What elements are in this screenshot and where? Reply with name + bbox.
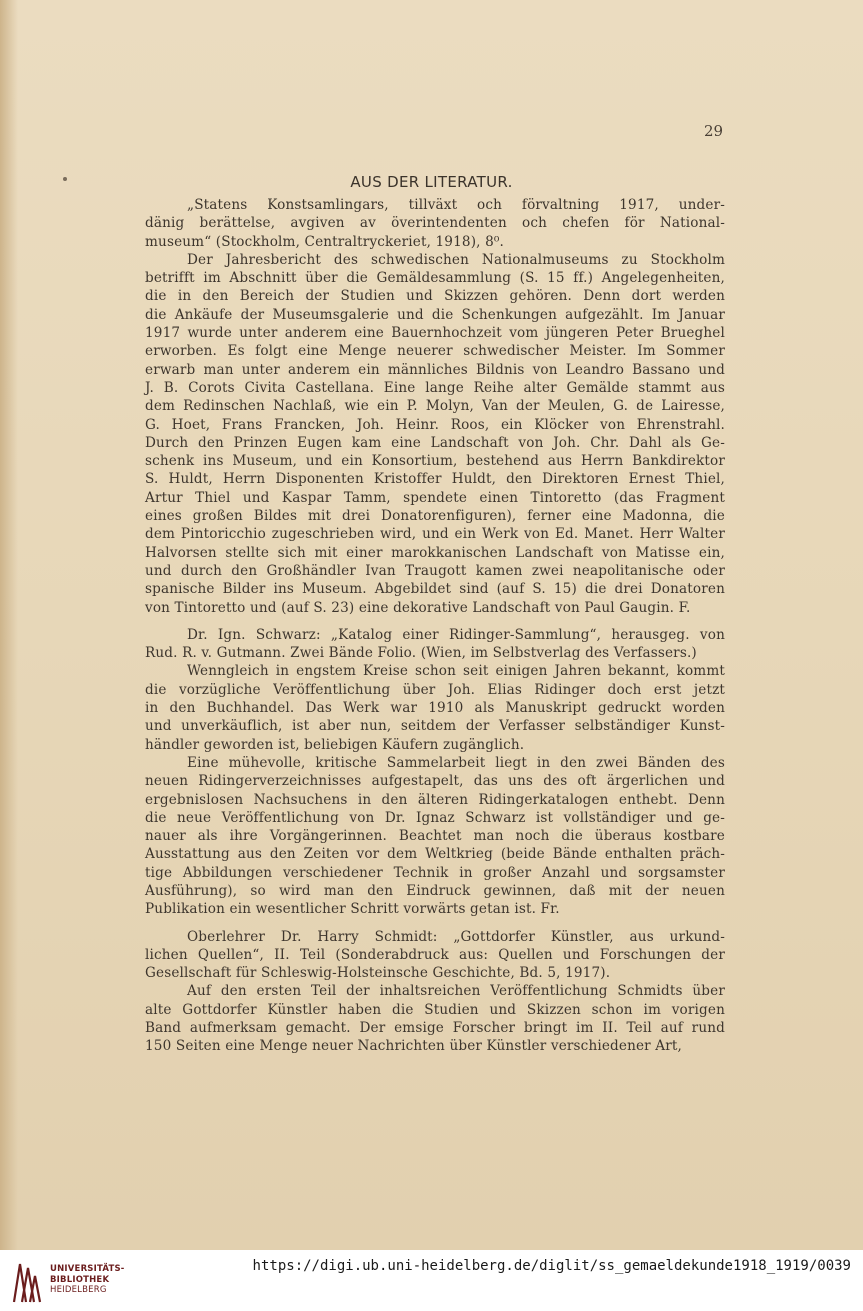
- text-line: Halvorsen stellte sich mit einer marokkanischen Landschaft von Matisse ein,: [145, 544, 725, 561]
- text-line: die Ankäufe der Museumsgalerie und die Schenkungen aufgezählt. Im Januar: [145, 306, 725, 323]
- text-line: Der Jahresbericht des schwedischen Nationalmuseums zu Stockholm: [187, 251, 725, 268]
- text-line: Gesellschaft für Schleswig-Holsteinsche Geschichte, Bd. 5, 1917).: [145, 965, 611, 982]
- article-text: [145, 196, 725, 1056]
- permalink-url[interactable]: https://digi.ub.uni-heidelberg.de/diglit/ss_gemaeldekunde1918_1919/0039: [252, 1258, 851, 1274]
- library-name[interactable]: [50, 1264, 125, 1296]
- paragraph: [145, 196, 725, 251]
- library-name-line3: HEIDELBERG: [50, 1285, 107, 1295]
- text-line: Auf den ersten Teil der inhaltsreichen Veröffentlichung Schmidts über: [187, 983, 725, 1000]
- section-heading: AUS DER LITERATUR.: [350, 173, 513, 191]
- text-line: Eine mühevolle, kritische Sammelarbeit liegt in den zwei Bänden des: [187, 754, 725, 771]
- paragraph: [145, 928, 725, 983]
- text-line: Band aufmerksam gemacht. Der emsige Forscher bringt im II. Teil auf rund: [145, 1020, 725, 1037]
- text-line: schenk ins Museum, und ein Konsortium, bestehend aus Herrn Bankdirektor: [145, 453, 725, 470]
- library-name-line2: BIBLIOTHEK: [50, 1274, 110, 1285]
- text-line: Rud. R. v. Gutmann. Zwei Bände Folio. (Wien, im Selbstverlag des Verfassers.): [145, 645, 697, 662]
- text-line: tige Abbildungen verschiedener Technik in großer Anzahl und sorgsamster: [145, 864, 725, 881]
- text-line: Ausführung), so wird man den Eindruck gewinnen, daß mit der neuen: [145, 882, 725, 899]
- text-line: erworben. Es folgt eine Menge neuerer schwedischer Meister. Im Sommer: [145, 343, 725, 360]
- text-line: J. B. Corots Civita Castellana. Eine lange Reihe alter Gemälde stammt aus: [145, 379, 725, 396]
- text-line: händler geworden ist, beliebigen Käufern zugänglich.: [145, 736, 525, 753]
- text-line: dem Redinschen Nachlaß, wie ein P. Molyn, Van der Meulen, G. de Lairesse,: [145, 398, 725, 415]
- text-line: und durch den Großhändler Ivan Traugott kamen zwei neapolitanische oder: [145, 562, 725, 579]
- heidelberg-library-logo-icon[interactable]: [10, 1258, 42, 1304]
- text-line: Wenngleich in engstem Kreise schon seit einigen Jahren bekannt, kommt: [187, 663, 725, 680]
- text-line: Durch den Prinzen Eugen kam eine Landschaft von Joh. Chr. Dahl als Ge-: [145, 434, 725, 451]
- text-line: dem Pintoricchio zugeschrieben wird, und ein Werk von Ed. Manet. Herr Walter: [145, 526, 725, 543]
- text-line: ergebnislosen Nachsuchens in den älteren Ridingerkatalogen enthebt. Denn: [145, 791, 725, 808]
- page-number: 29: [704, 122, 724, 140]
- text-line: Dr. Ign. Schwarz: „Katalog einer Ridinger-Sammlung“, herausgeg. von: [187, 626, 725, 643]
- text-line: 150 Seiten eine Menge neuer Nachrichten über Künstler verschiedener Art,: [145, 1038, 682, 1055]
- text-line: lichen Quellen“, II. Teil (Sonderabdruck aus: Quellen und Forschungen der: [145, 946, 725, 963]
- text-line: „Statens Konstsamlingars, tillväxt och förvaltning 1917, under-: [187, 197, 725, 213]
- text-line: 1917 wurde unter anderem eine Bauernhochzeit vom jüngeren Peter Brueghel: [145, 325, 725, 342]
- text-line: betrifft im Abschnitt über die Gemäldesammlung (S. 15 ff.) Angelegenheiten,: [145, 270, 725, 287]
- text-line: die in den Bereich der Studien und Skizzen gehören. Denn dort werden: [145, 288, 725, 305]
- library-name-line1: UNIVERSITÄTS-: [50, 1264, 125, 1274]
- paragraph: [145, 626, 725, 663]
- text-line: die neue Veröffentlichung von Dr. Ignaz Schwarz ist vollständiger und ge-: [145, 809, 725, 826]
- paragraph: [145, 982, 725, 1055]
- text-line: Oberlehrer Dr. Harry Schmidt: „Gottdorfer Künstler, aus urkund-: [187, 928, 725, 945]
- text-line: neuen Ridingerverzeichnisses aufgestapelt, das uns des oft ärgerlichen und: [145, 773, 725, 790]
- text-line: dänig berättelse, avgiven av överintendenten och chefen för National-: [145, 215, 725, 232]
- text-line: G. Hoet, Frans Francken, Joh. Heinr. Roos, ein Klöcker von Ehrenstrahl.: [145, 416, 725, 433]
- text-line: spanische Bilder ins Museum. Abgebildet sind (auf S. 15) die drei Donatoren: [145, 581, 725, 598]
- text-line: in den Buchhandel. Das Werk war 1910 als Manuskript gedruckt worden: [145, 700, 725, 717]
- paragraph: [145, 251, 725, 617]
- text-line: eines großen Bildes mit drei Donatorenfiguren), ferner eine Madonna, die: [145, 508, 725, 525]
- text-line: alte Gottdorfer Künstler haben die Studien und Skizzen schon im vorigen: [145, 1001, 725, 1018]
- paragraph: [145, 754, 725, 919]
- paragraph: [145, 662, 725, 753]
- text-line: Publikation ein wesentlicher Schritt vorwärts getan ist. Fr.: [145, 901, 560, 918]
- text-line: S. Huldt, Herrn Disponenten Kristoffer Huldt, den Direktoren Ernest Thiel,: [145, 471, 725, 488]
- text-line: Ausstattung aus den Zeiten vor dem Weltkrieg (beide Bände enthalten präch-: [145, 846, 725, 863]
- text-line: und unverkäuflich, ist aber nun, seitdem der Verfasser selbständiger Kunst-: [145, 718, 725, 735]
- text-line: erwarb man unter anderem ein männliches Bildnis von Leandro Bassano und: [145, 361, 725, 378]
- text-line: von Tintoretto und (auf S. 23) eine dekorative Landschaft von Paul Gaugin. F.: [145, 599, 691, 616]
- text-line: museum“ (Stockholm, Centraltryckeriet, 1918), 8⁰.: [145, 233, 504, 250]
- text-line: die vorzügliche Veröffentlichung über Joh. Elias Ridinger doch erst jetzt: [145, 681, 725, 698]
- text-line: nauer als ihre Vorgängerinnen. Beachtet man noch die überaus kostbare: [145, 828, 725, 845]
- text-line: Artur Thiel und Kaspar Tamm, spendete einen Tintoretto (das Fragment: [145, 489, 725, 506]
